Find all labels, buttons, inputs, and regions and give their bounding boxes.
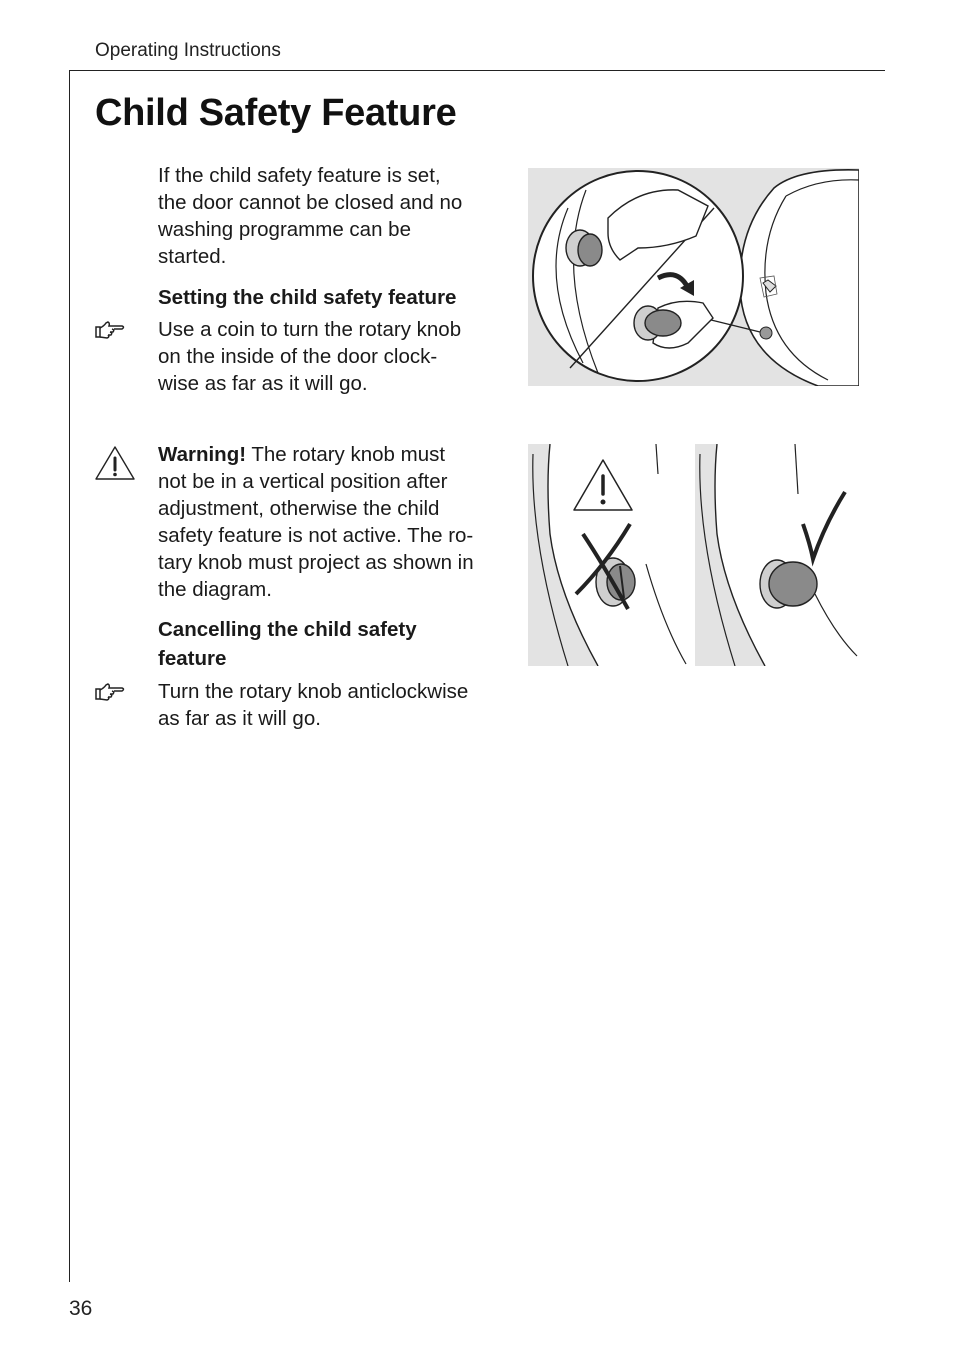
intro-line: the door cannot be closed and no [158, 191, 463, 214]
setting-line: wise as far as it will go. [158, 372, 368, 395]
setting-instructions [158, 316, 508, 397]
pointing-hand-icon [94, 320, 128, 340]
warning-line: safety feature is not active. The ro- [158, 524, 474, 547]
header-rule [69, 70, 885, 71]
figure-wrong-position [528, 444, 688, 666]
cancelling-heading-line: feature [158, 647, 227, 670]
warning-triangle-icon [94, 445, 136, 481]
page-title: Child Safety Feature [95, 92, 457, 134]
page-number: 36 [69, 1297, 93, 1320]
intro-paragraph [158, 162, 508, 270]
figure-turning-knob [528, 168, 859, 386]
setting-line: Use a coin to turn the rotary knob [158, 318, 462, 341]
intro-line: started. [158, 245, 227, 268]
intro-line: washing programme can be [158, 218, 411, 241]
warning-line: The rotary knob must [246, 443, 446, 466]
figure-correct-position [695, 444, 859, 666]
setting-line: on the inside of the door clock- [158, 345, 438, 368]
warning-line: tary knob must project as shown in [158, 551, 474, 574]
margin-rule [69, 70, 70, 1282]
cancelling-heading-line: Cancelling the child safety [158, 618, 417, 641]
cancelling-instructions [158, 678, 508, 732]
warning-line: not be in a vertical position after [158, 470, 448, 493]
cancelling-line: as far as it will go. [158, 707, 321, 730]
warning-label: Warning! [158, 443, 247, 466]
cancelling-heading [158, 615, 508, 673]
setting-heading: Setting the child safety feature [158, 286, 457, 309]
warning-paragraph [158, 441, 508, 603]
cancelling-line: Turn the rotary knob anticlockwise [158, 680, 469, 703]
running-header: Operating Instructions [95, 40, 281, 61]
warning-line: adjustment, otherwise the child [158, 497, 440, 520]
intro-line: If the child safety feature is set, [158, 164, 441, 187]
warning-line: the diagram. [158, 578, 272, 601]
pointing-hand-icon [94, 682, 128, 702]
